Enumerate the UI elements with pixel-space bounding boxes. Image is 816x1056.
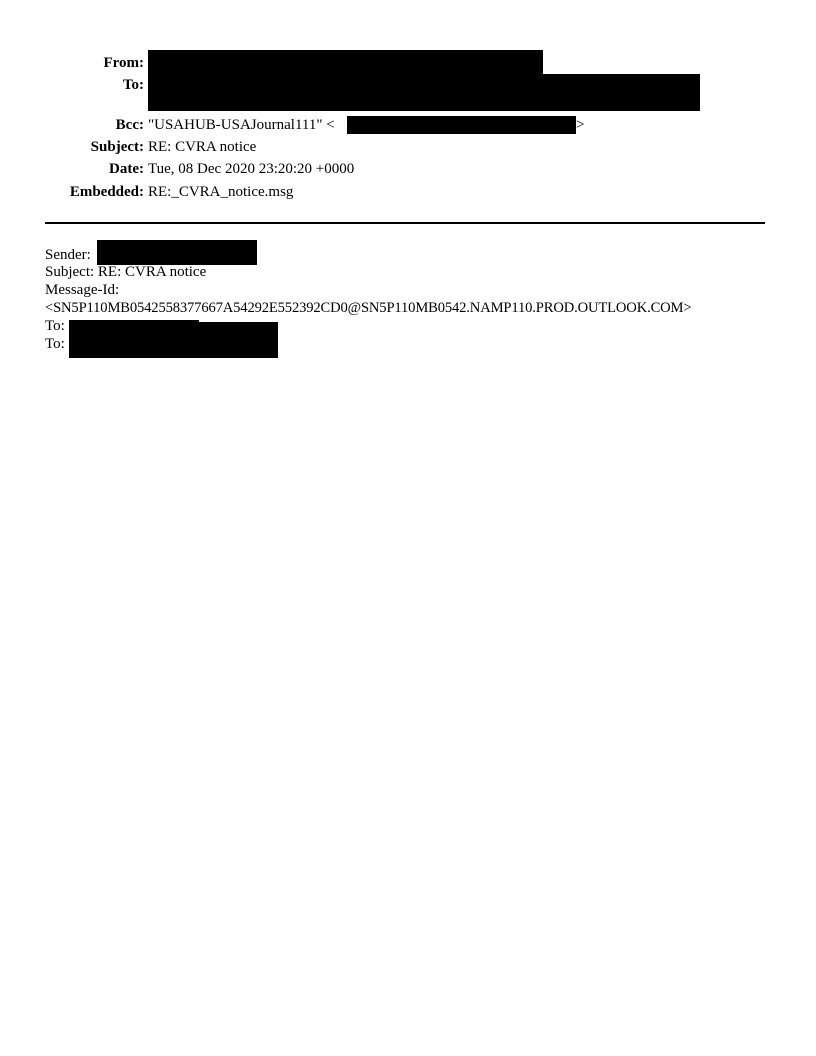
to-label: To: [122,77,144,93]
date-row [0,158,816,180]
subject-value: RE: CVRA notice [148,139,257,155]
message-id-value: <SN5P110MB0542558377667A54292E552392CD0@SN5P110MB0542.NAMP110.PROD.OUTLOOK.COM> [45,300,692,316]
bcc-label: Bcc: [115,117,144,133]
from-redaction [148,50,543,76]
subject-label: Subject: [90,139,144,155]
embedded-value: RE:_CVRA_notice.msg [148,184,294,200]
date-value: Tue, 08 Dec 2020 23:20:20 +0000 [148,161,355,177]
date-label: Date: [109,161,144,177]
bcc-redaction [347,116,576,134]
from-label: From: [103,55,144,71]
sender-line [45,246,91,264]
sender-redaction [97,240,257,265]
subject-row [0,136,816,158]
to-label-2: To: [45,336,65,352]
header-divider [45,222,765,224]
to-redaction-2 [69,322,278,358]
to-line-2 [45,335,65,353]
message-id-label: Message-Id: [45,282,120,298]
bcc-value-suffix: > [576,117,585,133]
embedded-label: Embedded: [69,184,144,200]
bcc-value-prefix: "USAHUB-USAJournal111" < [148,117,335,133]
to-redaction [148,74,700,111]
body-subject-line: Subject: RE: CVRA notice [45,264,207,280]
embedded-row [0,181,816,203]
to-label-1: To: [45,318,65,334]
to-line-1 [45,317,65,335]
sender-label: Sender: [45,247,91,263]
